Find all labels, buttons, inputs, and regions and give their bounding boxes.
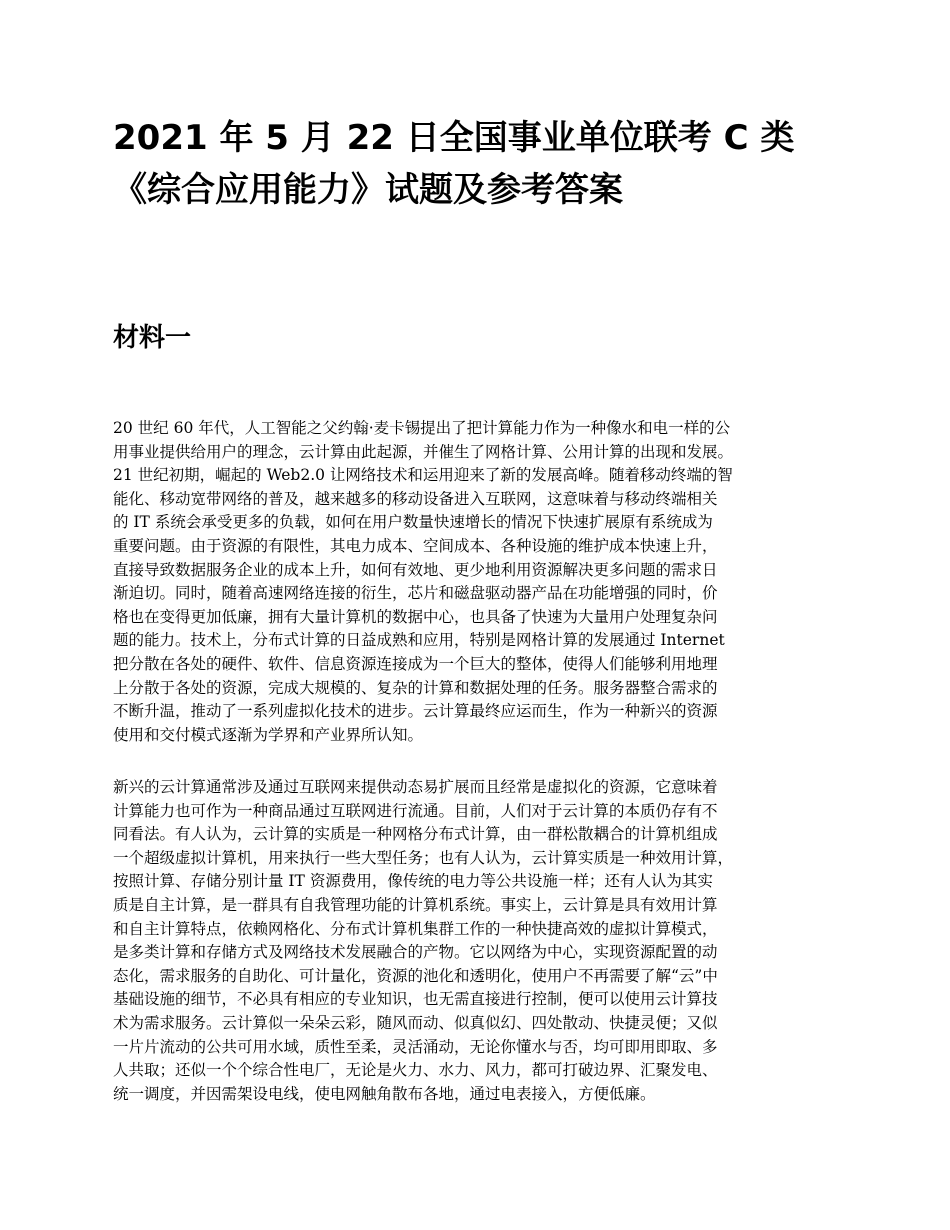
text-line: 态化，需求服务的自助化、可计量化，资源的池化和透明化，使用户不再需要了解“云”中 <box>113 966 718 985</box>
text-line: 渐迫切。同时，随着高速网络连接的衍生，芯片和磁盘驱动器产品在功能增强的同时，价 <box>113 584 718 603</box>
document-title <box>113 112 853 216</box>
text-line: 新兴的云计算通常涉及通过互联网来提供动态易扩展而且经常是虚拟化的资源，它意味着 <box>113 778 718 796</box>
text-line: 重要问题。由于资源的有限性，其电力成本、空间成本、各种设施的维护成本快速上升， <box>113 536 718 555</box>
text-line: 20 世纪 60 年代，人工智能之父约翰·麦卡锡提出了把计算能力作为一种像水和电一样的公 <box>113 419 731 437</box>
text-line: 不断升温，推动了一系列虚拟化技术的进步。云计算最终应运而生，作为一种新兴的资源 <box>113 702 718 721</box>
text-line: 上分散于各处的资源，完成大规模的、复杂的计算和数据处理的任务。服务器整合需求的 <box>113 678 718 697</box>
text-line: 一个超级虚拟计算机，用来执行一些大型任务；也有人认为，云计算实质是一种效用计算， <box>113 848 734 867</box>
document-title-line: 2021 年 5 月 22 日全国事业单位联考 C 类 <box>113 118 795 158</box>
text-line: 和自主计算特点，依赖网格化、分布式计算机集群工作的一种快捷高效的虚拟计算模式， <box>113 919 718 938</box>
text-line: 一片片流动的公共可用水域，质性至柔，灵活涌动，无论你懂水与否，均可即用即取、多 <box>113 1037 718 1056</box>
text-line: 21 世纪初期，崛起的 Web2.0 让网络技术和运用迎来了新的发展高峰。随着移动终端的智 <box>113 466 733 485</box>
text-line: 计算能力也可作为一种商品通过互联网进行流通。目前，人们对于云计算的本质仍存有不 <box>113 801 718 820</box>
text-line: 能化、移动宽带网络的普及，越来越多的移动设备进入互联网，这意味着与移动终端相关 <box>113 489 718 508</box>
text-line: 术为需求服务。云计算似一朵朵云彩，随风而动、似真似幻、四处散动、快捷灵便；又似 <box>113 1013 718 1032</box>
text-line: 统一调度，并因需架设电线，使电网触角散布各地，通过电表接入，方便低廉。 <box>113 1084 656 1103</box>
paragraph-2 <box>113 776 843 1106</box>
text-line: 把分散在各处的硬件、软件、信息资源连接成为一个巨大的整体，使得人们能够利用地理 <box>113 654 718 673</box>
text-line: 题的能力。技术上，分布式计算的日益成熟和应用，特别是网格计算的发展通过 Internet <box>113 631 725 650</box>
text-line: 格也在变得更加低廉，拥有大量计算机的数据中心，也具备了快速为大量用户处理复杂问 <box>113 607 718 626</box>
text-line: 人共取；还似一个个综合性电厂，无论是火力、水力、风力，都可打破边界、汇聚发电、 <box>113 1061 718 1080</box>
text-line: 按照计算、存储分别计量 IT 资源费用，像传统的电力等公共设施一样；还有人认为其实 <box>113 872 713 891</box>
section-heading: 材料一 <box>113 323 192 353</box>
text-line: 基础设施的细节，不必具有相应的专业知识，也无需直接进行控制，便可以使用云计算技 <box>113 990 718 1009</box>
paragraph-1 <box>113 417 843 747</box>
text-line: 是多类计算和存储方式及网络技术发展融合的产物。它以网络为中心，实现资源配置的动 <box>113 943 718 962</box>
text-line: 的 IT 系统会承受更多的负载，如何在用户数量快速增长的情况下快速扩展原有系统成为 <box>113 513 713 532</box>
document-title-line: 《综合应用能力》试题及参考答案 <box>113 170 623 210</box>
text-line: 质是自主计算，是一群具有自我管理功能的计算机系统。事实上，云计算是具有效用计算 <box>113 895 718 914</box>
text-line: 使用和交付模式逐渐为学界和产业界所认知。 <box>113 725 424 744</box>
text-line: 同看法。有人认为，云计算的实质是一种网格分布式计算，由一群松散耦合的计算机组成 <box>113 825 718 844</box>
text-line: 直接导致数据服务企业的成本上升，如何有效地、更少地利用资源解决更多问题的需求日 <box>113 560 718 579</box>
text-line: 用事业提供给用户的理念，云计算由此起源，并催生了网格计算、公用计算的出现和发展。 <box>113 442 734 461</box>
